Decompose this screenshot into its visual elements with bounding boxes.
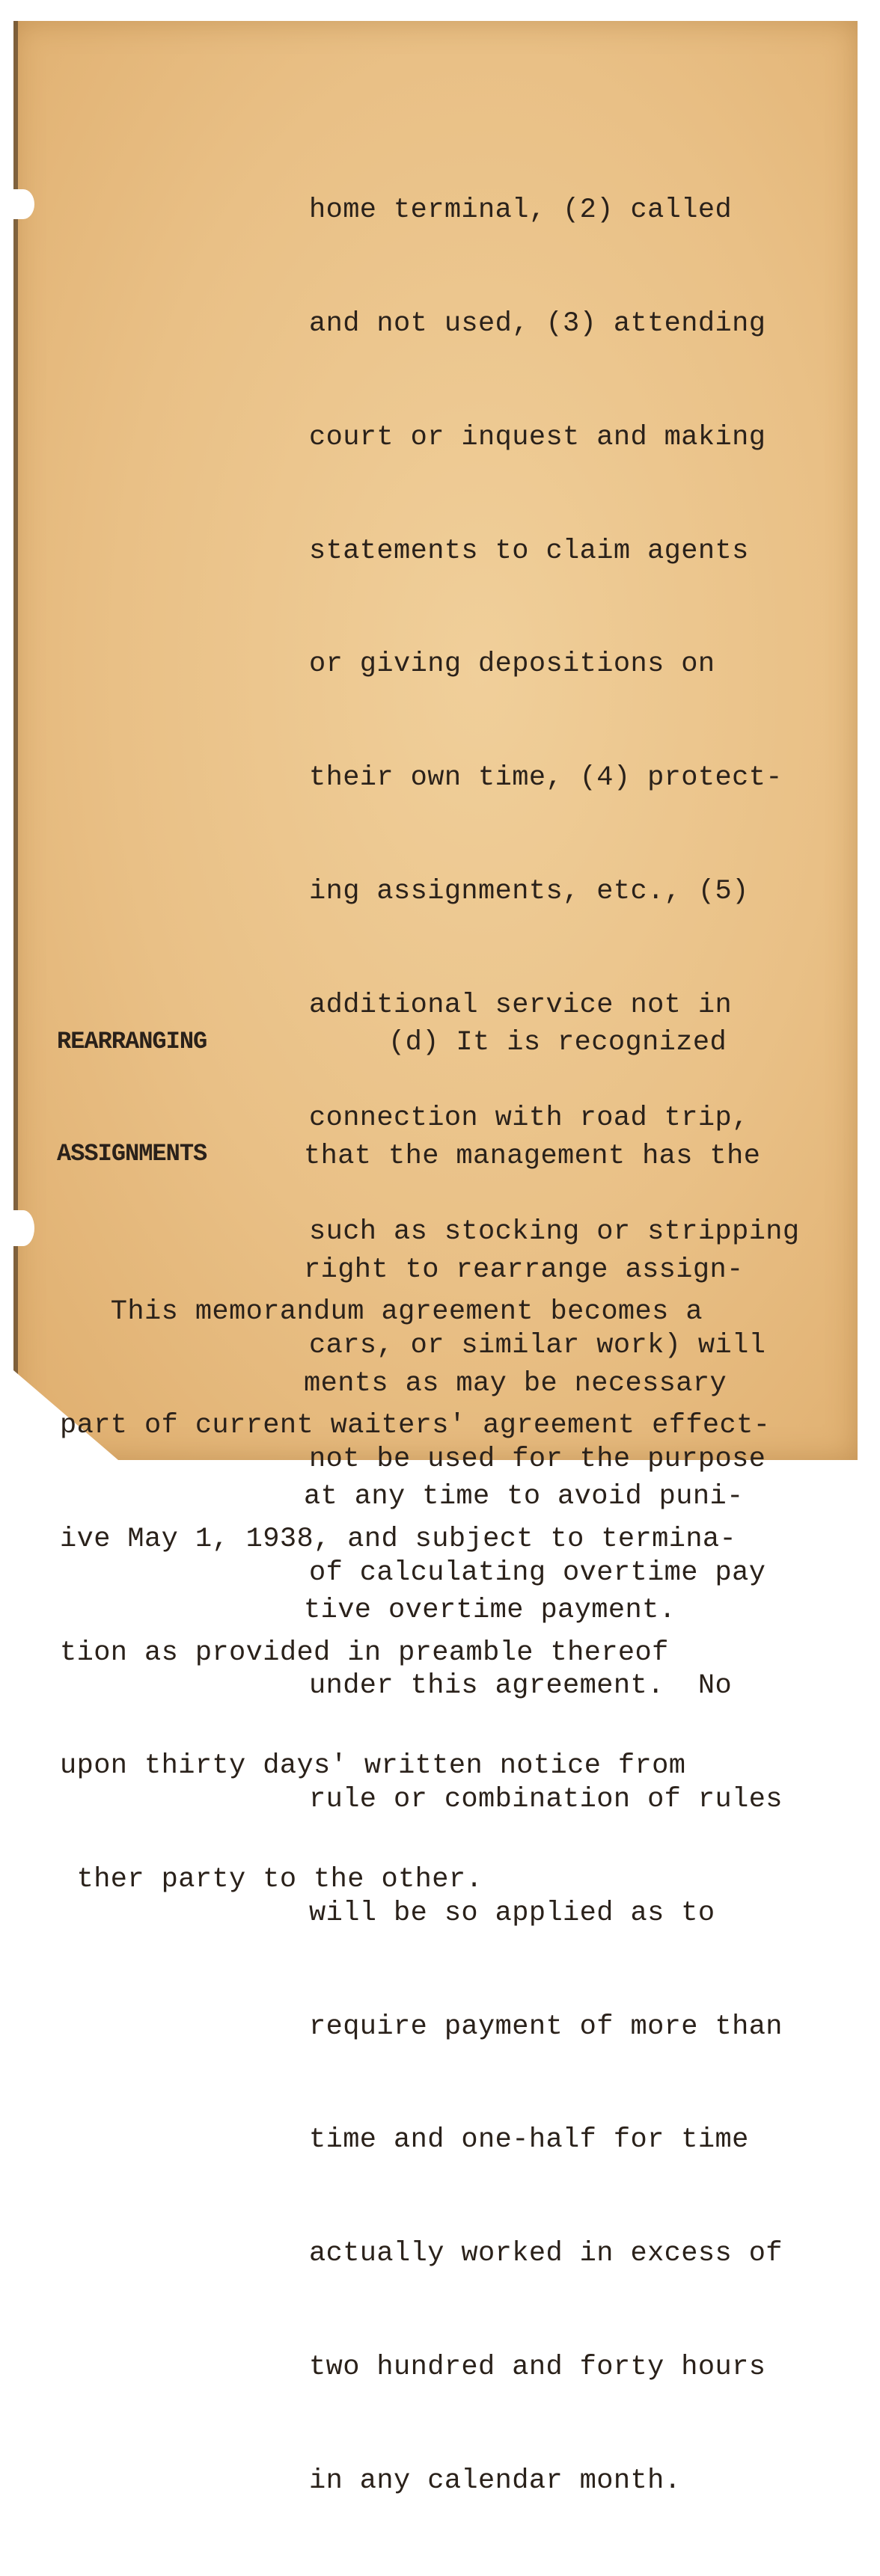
text-line: tive overtime payment. bbox=[304, 1595, 676, 1627]
text-line: ing assignments, etc., (5) bbox=[309, 875, 749, 907]
text-line: cars, or similar work) will bbox=[309, 1330, 766, 1361]
text-line: additional service not in bbox=[309, 989, 733, 1021]
paper-tear bbox=[12, 1210, 34, 1246]
text-line: time and one-half for time bbox=[309, 2124, 749, 2156]
text-line: ments as may be necessary bbox=[304, 1367, 727, 1399]
text-line: ther party to the other. bbox=[60, 1864, 483, 1896]
text-line: statements to claim agents bbox=[309, 535, 749, 567]
text-line: (d) It is recognized bbox=[304, 1027, 727, 1059]
text-line: that the management has the bbox=[304, 1140, 761, 1172]
text-line: rule or combination of rules bbox=[309, 1784, 783, 1816]
text-line: at any time to avoid puni- bbox=[304, 1481, 744, 1513]
text-line: require payment of more than bbox=[309, 2011, 783, 2043]
closing-paragraph bbox=[60, 1218, 770, 1975]
text-line: actually worked in excess of bbox=[309, 2238, 783, 2270]
text-line: under this agreement. No bbox=[309, 1670, 733, 1702]
text-line: of calculating overtime pay bbox=[309, 1557, 766, 1589]
text-line: will be so applied as to bbox=[309, 1897, 715, 1929]
text-line: home terminal, (2) called bbox=[309, 194, 733, 227]
text-line: such as stocking or stripping bbox=[309, 1216, 800, 1248]
text-line: right to rearrange assign- bbox=[304, 1254, 744, 1286]
text-line: ive May 1, 1938, and subject to termina- bbox=[60, 1523, 737, 1555]
text-line: part of current waiters' agreement effect- bbox=[60, 1409, 771, 1441]
text-line: two hundred and forty hours bbox=[309, 2352, 766, 2384]
text-line: tion as provided in preamble thereof bbox=[60, 1637, 669, 1669]
text-line: their own time, (4) protect- bbox=[309, 762, 783, 794]
text-line: in any calendar month. bbox=[309, 2465, 682, 2497]
text-line: or giving depositions on bbox=[309, 648, 715, 681]
text-line: court or inquest and making bbox=[309, 421, 766, 453]
text-line: not be used for the purpose bbox=[309, 1443, 766, 1475]
section-heading bbox=[57, 948, 207, 1248]
text-line: and not used, (3) attending bbox=[309, 307, 766, 340]
paper-tear bbox=[12, 189, 34, 219]
heading-line: ASSIGNMENTS bbox=[57, 1140, 207, 1168]
heading-line: REARRANGING bbox=[57, 1028, 207, 1055]
text-line: This memorandum agreement becomes a bbox=[60, 1296, 703, 1328]
document-page bbox=[13, 21, 858, 2497]
text-line: upon thirty days' written notice from bbox=[60, 1750, 686, 1782]
text-line: connection with road trip, bbox=[309, 1103, 749, 1135]
